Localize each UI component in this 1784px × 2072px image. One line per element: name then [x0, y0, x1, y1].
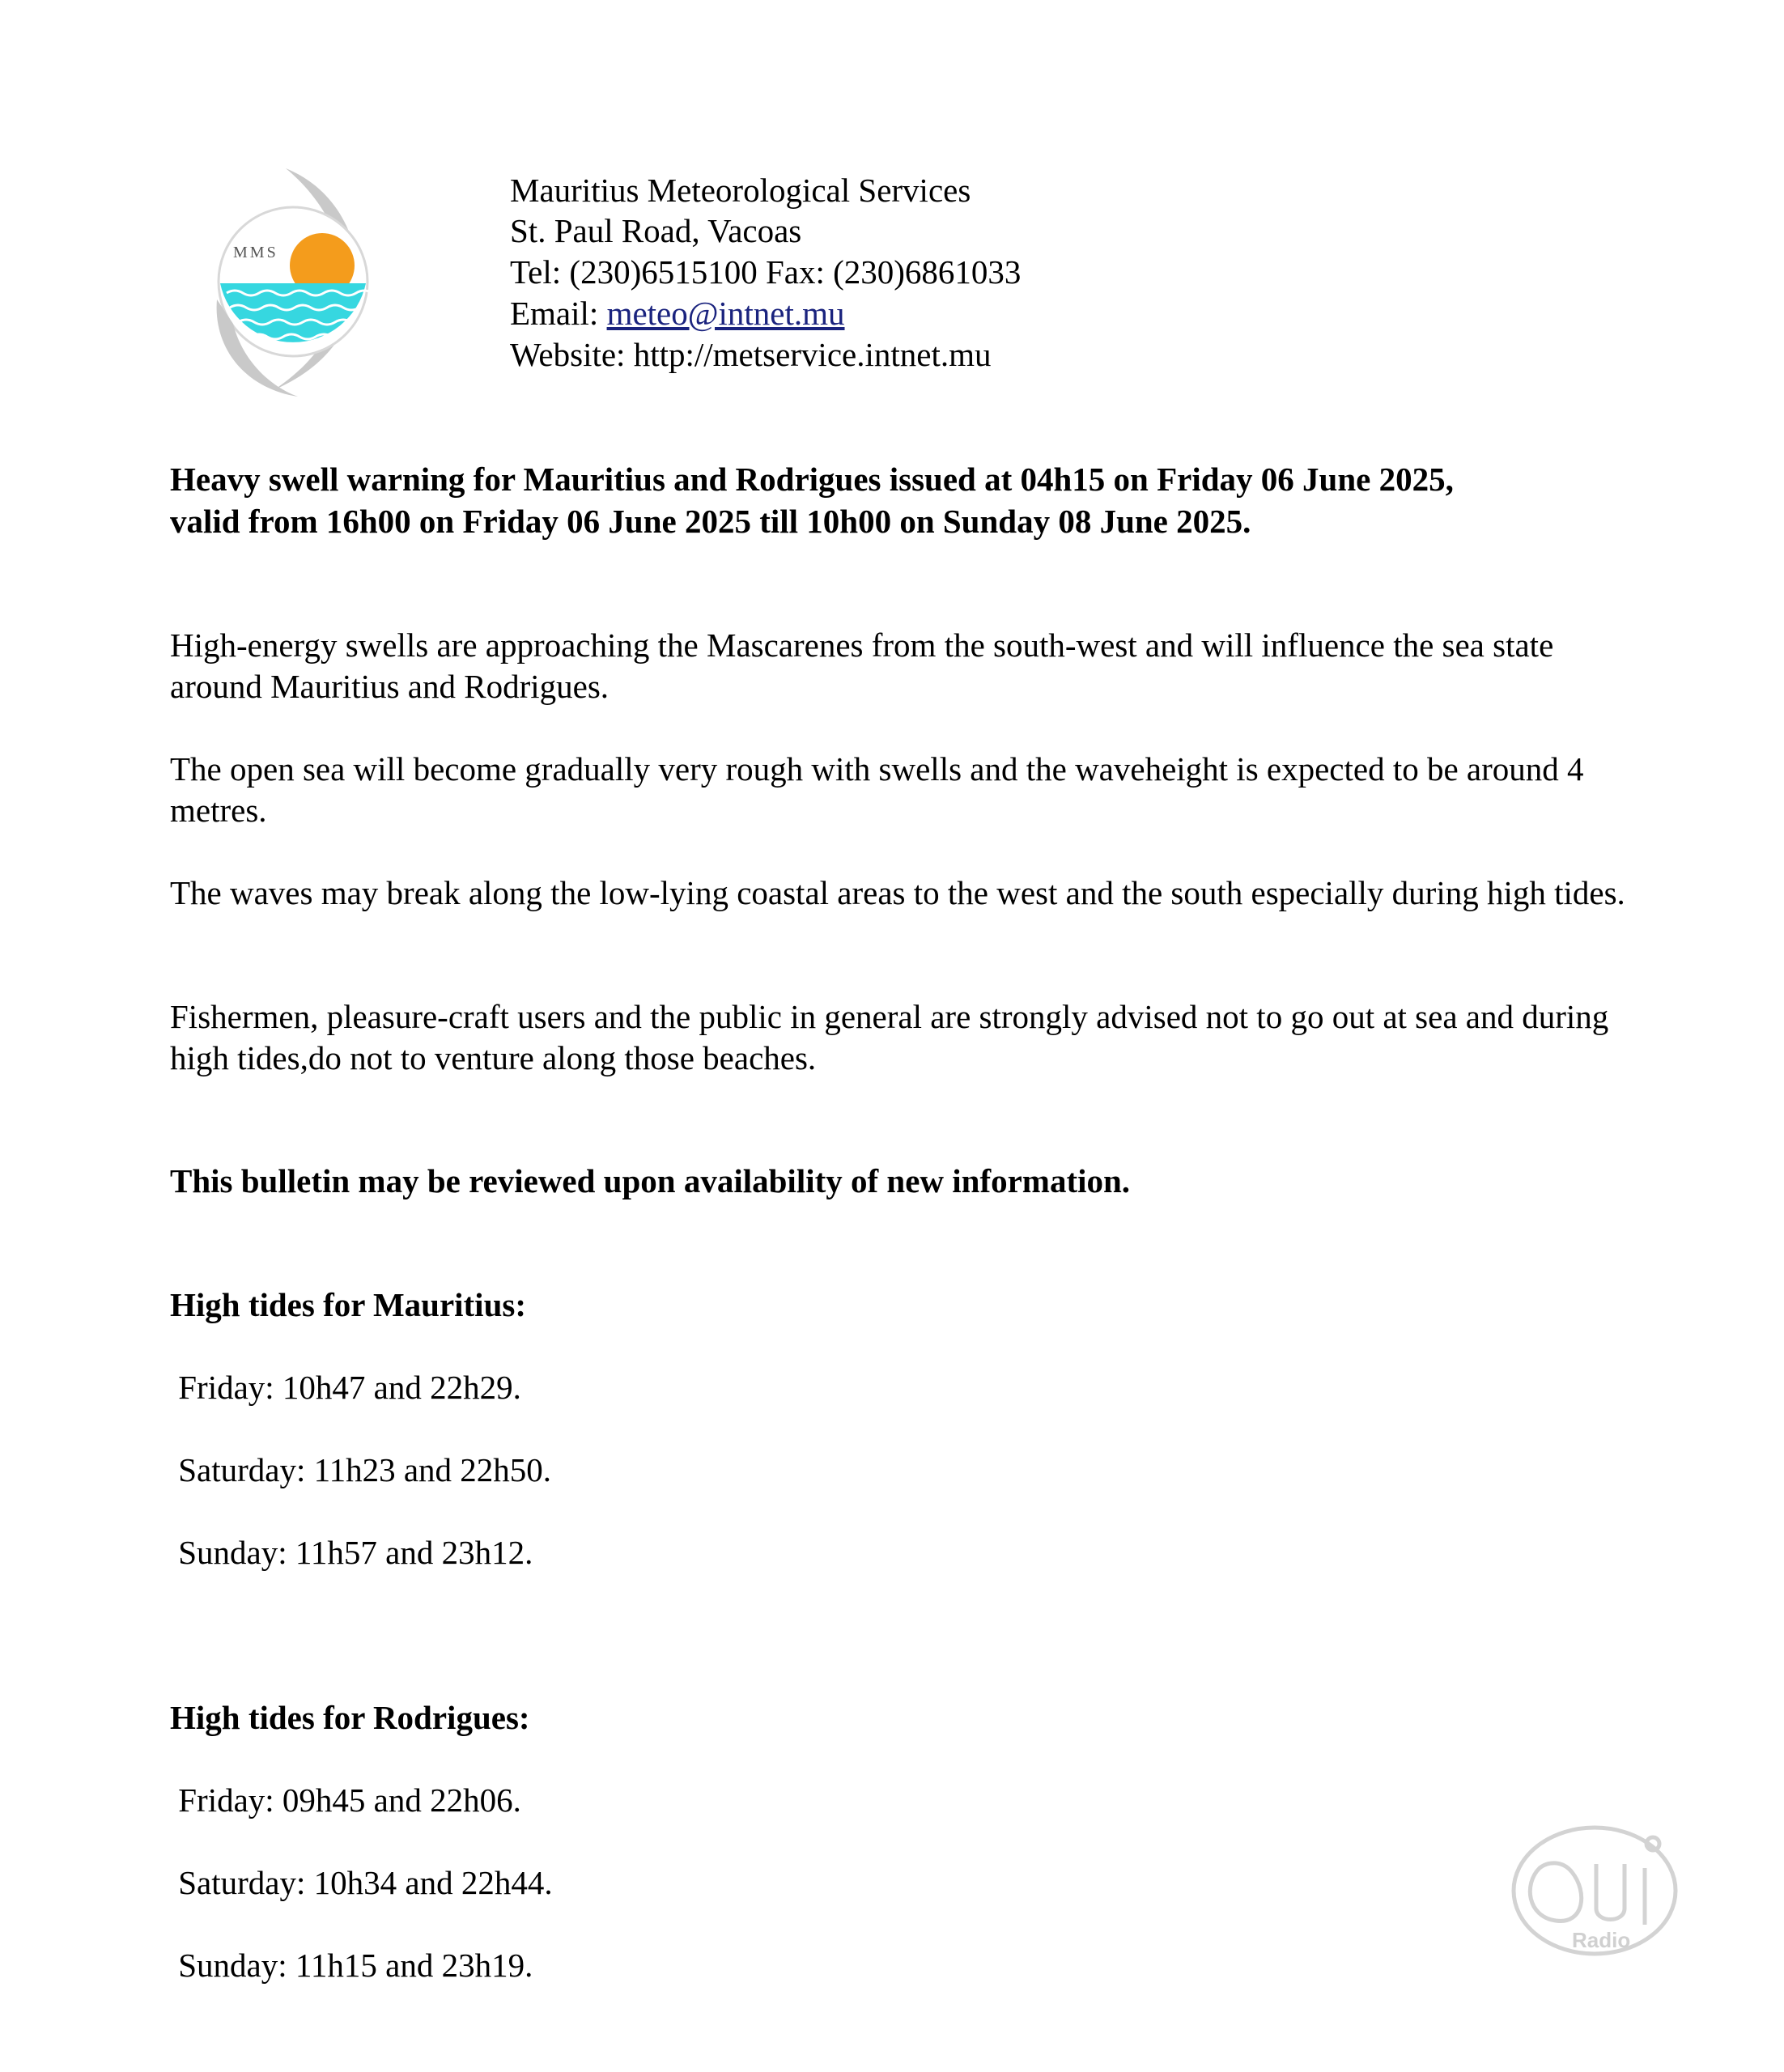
mms-logo — [209, 162, 385, 397]
warning-title-line1: Heavy swell warning for Mauritius and Rodrigues issued at 04h15 on Friday 06 June 2025, — [170, 461, 1454, 498]
tides-mauritius-heading: High tides for Mauritius: — [170, 1286, 526, 1323]
tides-mauritius-friday: Friday: 10h47 and 22h29. — [170, 1369, 521, 1406]
paragraph-open-sea: The open sea will become gradually very rough with swells and the waveheight is expected to be around 4 metres. — [170, 750, 1584, 829]
email-link[interactable]: meteo@intnet.mu — [606, 295, 845, 332]
header-address: St. Paul Road, Vacoas — [510, 212, 802, 249]
tides-mauritius-saturday: Saturday: 11h23 and 22h50. — [170, 1451, 552, 1488]
warning-title-line2: valid from 16h00 on Friday 06 June 2025 till 10h00 on Sunday 08 June 2025. — [170, 503, 1251, 540]
tides-rodrigues-saturday: Saturday: 10h34 and 22h44. — [170, 1864, 553, 1901]
tides-mauritius-sunday: Sunday: 11h57 and 23h12. — [170, 1534, 533, 1571]
paragraph-waves: The waves may break along the low-lying coastal areas to the west and the south especially during high tides. — [170, 874, 1625, 911]
oui-radio-watermark-icon — [1507, 1819, 1687, 1964]
tides-rodrigues-sunday: Sunday: 11h15 and 23h19. — [170, 1947, 533, 1984]
svg-text:Radio: Radio — [1572, 1928, 1631, 1952]
tides-rodrigues-heading: High tides for Rodrigues: — [170, 1699, 530, 1736]
svg-text:MMS: MMS — [233, 244, 278, 261]
tides-rodrigues-friday: Friday: 09h45 and 22h06. — [170, 1781, 521, 1819]
paragraph-swells: High-energy swells are approaching the Mascarenes from the south-west and will influence the sea state around Mauritius and Rodrigues. — [170, 626, 1554, 705]
email-label: Email: — [510, 295, 607, 332]
header-website: Website: http://metservice.intnet.mu — [510, 336, 992, 373]
review-note: This bulletin may be reviewed upon availability of new information. — [170, 1162, 1131, 1199]
header-tel-fax: Tel: (230)6515100 Fax: (230)6861033 — [510, 253, 1022, 291]
header-email-line — [510, 293, 845, 334]
paragraph-advice: Fishermen, pleasure-craft users and the public in general are strongly advised not to go out at sea and during high tides,do not to venture along those beaches. — [170, 998, 1609, 1076]
header-org: Mauritius Meteorological Services — [510, 172, 971, 209]
